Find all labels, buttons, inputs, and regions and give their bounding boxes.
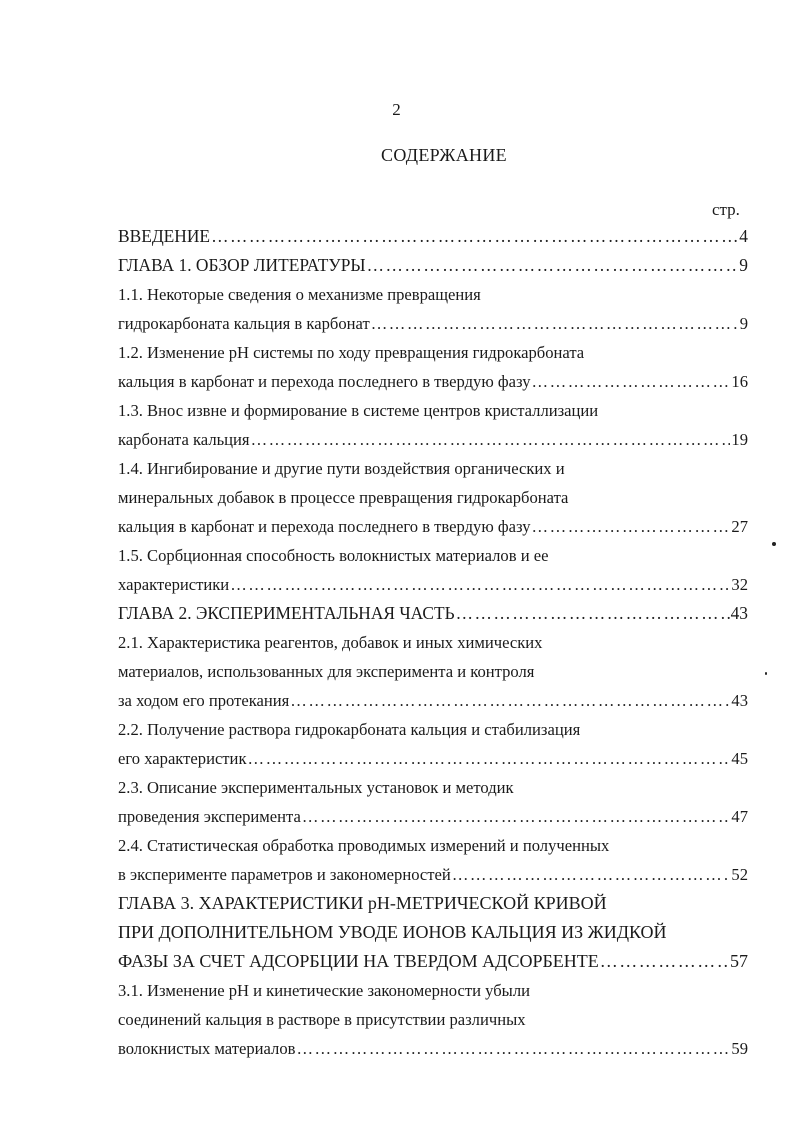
toc-entry-text: 2.2. Получение раствора гидрокарбоната кальция и стабилизация bbox=[118, 720, 581, 739]
toc-entry-text: ГЛАВА 1. ОБЗОР ЛИТЕРАТУРЫ bbox=[118, 255, 366, 275]
toc-line bbox=[118, 599, 748, 628]
toc-line bbox=[118, 454, 748, 483]
toc-page-number: 16 bbox=[731, 372, 748, 391]
toc-entry-text: карбоната кальция bbox=[118, 430, 250, 449]
toc-entry-text: его характеристик bbox=[118, 749, 247, 768]
toc-line bbox=[118, 831, 748, 860]
toc-entry-text: 2.1. Характеристика реагентов, добавок и иных химических bbox=[118, 633, 543, 652]
toc-entry-last-line bbox=[118, 802, 748, 831]
toc-line bbox=[118, 1034, 748, 1063]
toc-page-number: 19 bbox=[731, 430, 748, 449]
toc-line bbox=[118, 802, 748, 831]
toc-entry-text: ГЛАВА 2. ЭКСПЕРИМЕНТАЛЬНАЯ ЧАСТЬ bbox=[118, 603, 455, 623]
toc-entry-text: материалов, использованных для эксперимента и контроля bbox=[118, 662, 535, 681]
toc-line bbox=[118, 686, 748, 715]
scan-speck bbox=[772, 542, 776, 546]
dot-leader bbox=[532, 512, 731, 541]
toc-page-number: 9 bbox=[739, 255, 748, 275]
toc-line bbox=[118, 367, 748, 396]
toc-entry-last-line bbox=[118, 367, 748, 396]
toc-page-number: 47 bbox=[731, 807, 748, 826]
toc-line bbox=[118, 570, 748, 599]
toc-entry-text: 2.4. Статистическая обработка проводимых измерений и полученных bbox=[118, 836, 610, 855]
toc-line bbox=[118, 715, 748, 744]
scan-speck bbox=[765, 672, 767, 675]
dot-leader bbox=[290, 686, 730, 715]
toc-page-number: 57 bbox=[730, 951, 748, 971]
toc-entry-text: 1.5. Сорбционная способность волокнистых материалов и ее bbox=[118, 546, 549, 565]
toc-entry-last-line bbox=[118, 425, 748, 454]
toc-line bbox=[118, 309, 748, 338]
page-number: 2 bbox=[392, 100, 401, 119]
toc-entry-text: характеристики bbox=[118, 575, 230, 594]
toc-entry-last-line bbox=[118, 599, 748, 628]
toc-entry-last-line bbox=[118, 222, 748, 251]
toc-entry-text: ВВЕДЕНИЕ bbox=[118, 226, 211, 246]
toc-entry-text: 3.1. Изменение pH и кинетические закономерности убыли bbox=[118, 981, 530, 1000]
toc-line bbox=[118, 976, 748, 1005]
dot-leader bbox=[532, 367, 731, 396]
toc-entry-text: 1.4. Ингибирование и другие пути воздействия органических и bbox=[118, 459, 565, 478]
toc-line bbox=[118, 918, 748, 947]
toc-page-number: 27 bbox=[731, 517, 748, 536]
toc-entry-last-line bbox=[118, 251, 748, 280]
dot-leader bbox=[302, 802, 731, 831]
toc-entry-text: 1.3. Внос извне и формирование в системе центров кристаллизации bbox=[118, 401, 599, 420]
toc-line bbox=[118, 483, 748, 512]
toc-entry-last-line bbox=[118, 947, 748, 976]
toc-entry-last-line bbox=[118, 1034, 748, 1063]
toc-entry-text: волокнистых материалов bbox=[118, 1039, 296, 1058]
dot-leader bbox=[251, 425, 731, 454]
toc-page-number: 45 bbox=[731, 749, 748, 768]
dot-leader bbox=[600, 947, 729, 976]
toc-entry-text: гидрокарбоната кальция в карбонат bbox=[118, 314, 370, 333]
toc-entry-last-line bbox=[118, 512, 748, 541]
toc-page-number: 59 bbox=[731, 1039, 748, 1058]
toc-line bbox=[118, 396, 748, 425]
toc-line bbox=[118, 222, 748, 251]
toc-entry-text: за ходом его протекания bbox=[118, 691, 290, 710]
toc-page-number: 32 bbox=[731, 575, 748, 594]
toc-line bbox=[118, 541, 748, 570]
toc-entry-text: ФАЗЫ ЗА СЧЕТ АДСОРБЦИИ НА ТВЕРДОМ АДСОРБЕНТЕ bbox=[118, 951, 599, 971]
toc-line bbox=[118, 773, 748, 802]
toc-line bbox=[118, 860, 748, 889]
toc-line bbox=[118, 947, 748, 976]
toc-line bbox=[118, 425, 748, 454]
toc-line bbox=[118, 889, 748, 918]
toc-entry-last-line bbox=[118, 744, 748, 773]
toc-page-number: 4 bbox=[739, 226, 748, 246]
dot-leader bbox=[248, 744, 731, 773]
table-of-contents bbox=[118, 222, 748, 1063]
dot-leader bbox=[452, 860, 731, 889]
toc-page-number: 9 bbox=[739, 314, 748, 333]
toc-line bbox=[118, 512, 748, 541]
toc-page-number: 52 bbox=[731, 865, 748, 884]
dot-leader bbox=[456, 599, 730, 628]
toc-entry-text: в эксперименте параметров и закономерностей bbox=[118, 865, 451, 884]
dot-leader bbox=[211, 222, 738, 251]
toc-entry-text: минеральных добавок в процессе превращения гидрокарбоната bbox=[118, 488, 569, 507]
pages-column-label: стр. bbox=[712, 200, 740, 219]
toc-entry-text: ПРИ ДОПОЛНИТЕЛЬНОМ УВОДЕ ИОНОВ КАЛЬЦИЯ ИЗ ЖИДКОЙ bbox=[118, 922, 667, 942]
toc-entry-last-line bbox=[118, 570, 748, 599]
dot-leader bbox=[230, 570, 730, 599]
page-title: СОДЕРЖАНИЕ bbox=[381, 145, 507, 165]
toc-line bbox=[118, 338, 748, 367]
toc-entry-text: ГЛАВА 3. ХАРАКТЕРИСТИКИ pH-МЕТРИЧЕСКОЙ КРИВОЙ bbox=[118, 893, 607, 913]
dot-leader bbox=[371, 309, 739, 338]
toc-line bbox=[118, 280, 748, 309]
toc-entry-text: соединений кальция в растворе в присутствии различных bbox=[118, 1010, 526, 1029]
toc-page-number: 43 bbox=[730, 603, 748, 623]
toc-entry-text: проведения эксперимента bbox=[118, 807, 301, 826]
toc-page-number: 43 bbox=[731, 691, 748, 710]
toc-line bbox=[118, 628, 748, 657]
toc-entry-text: 1.1. Некоторые сведения о механизме превращения bbox=[118, 285, 481, 304]
toc-line bbox=[118, 251, 748, 280]
toc-entry-text: кальция в карбонат и перехода последнего в твердую фазу bbox=[118, 517, 531, 536]
toc-entry-last-line bbox=[118, 686, 748, 715]
toc-line bbox=[118, 744, 748, 773]
toc-entry-text: кальция в карбонат и перехода последнего в твердую фазу bbox=[118, 372, 531, 391]
toc-line bbox=[118, 1005, 748, 1034]
dot-leader bbox=[367, 251, 739, 280]
dot-leader bbox=[296, 1034, 730, 1063]
toc-entry-last-line bbox=[118, 860, 748, 889]
toc-line bbox=[118, 657, 748, 686]
toc-entry-text: 2.3. Описание экспериментальных установок и методик bbox=[118, 778, 514, 797]
toc-entry-text: 1.2. Изменение pH системы по ходу превращения гидрокарбоната bbox=[118, 343, 585, 362]
toc-entry-last-line bbox=[118, 309, 748, 338]
